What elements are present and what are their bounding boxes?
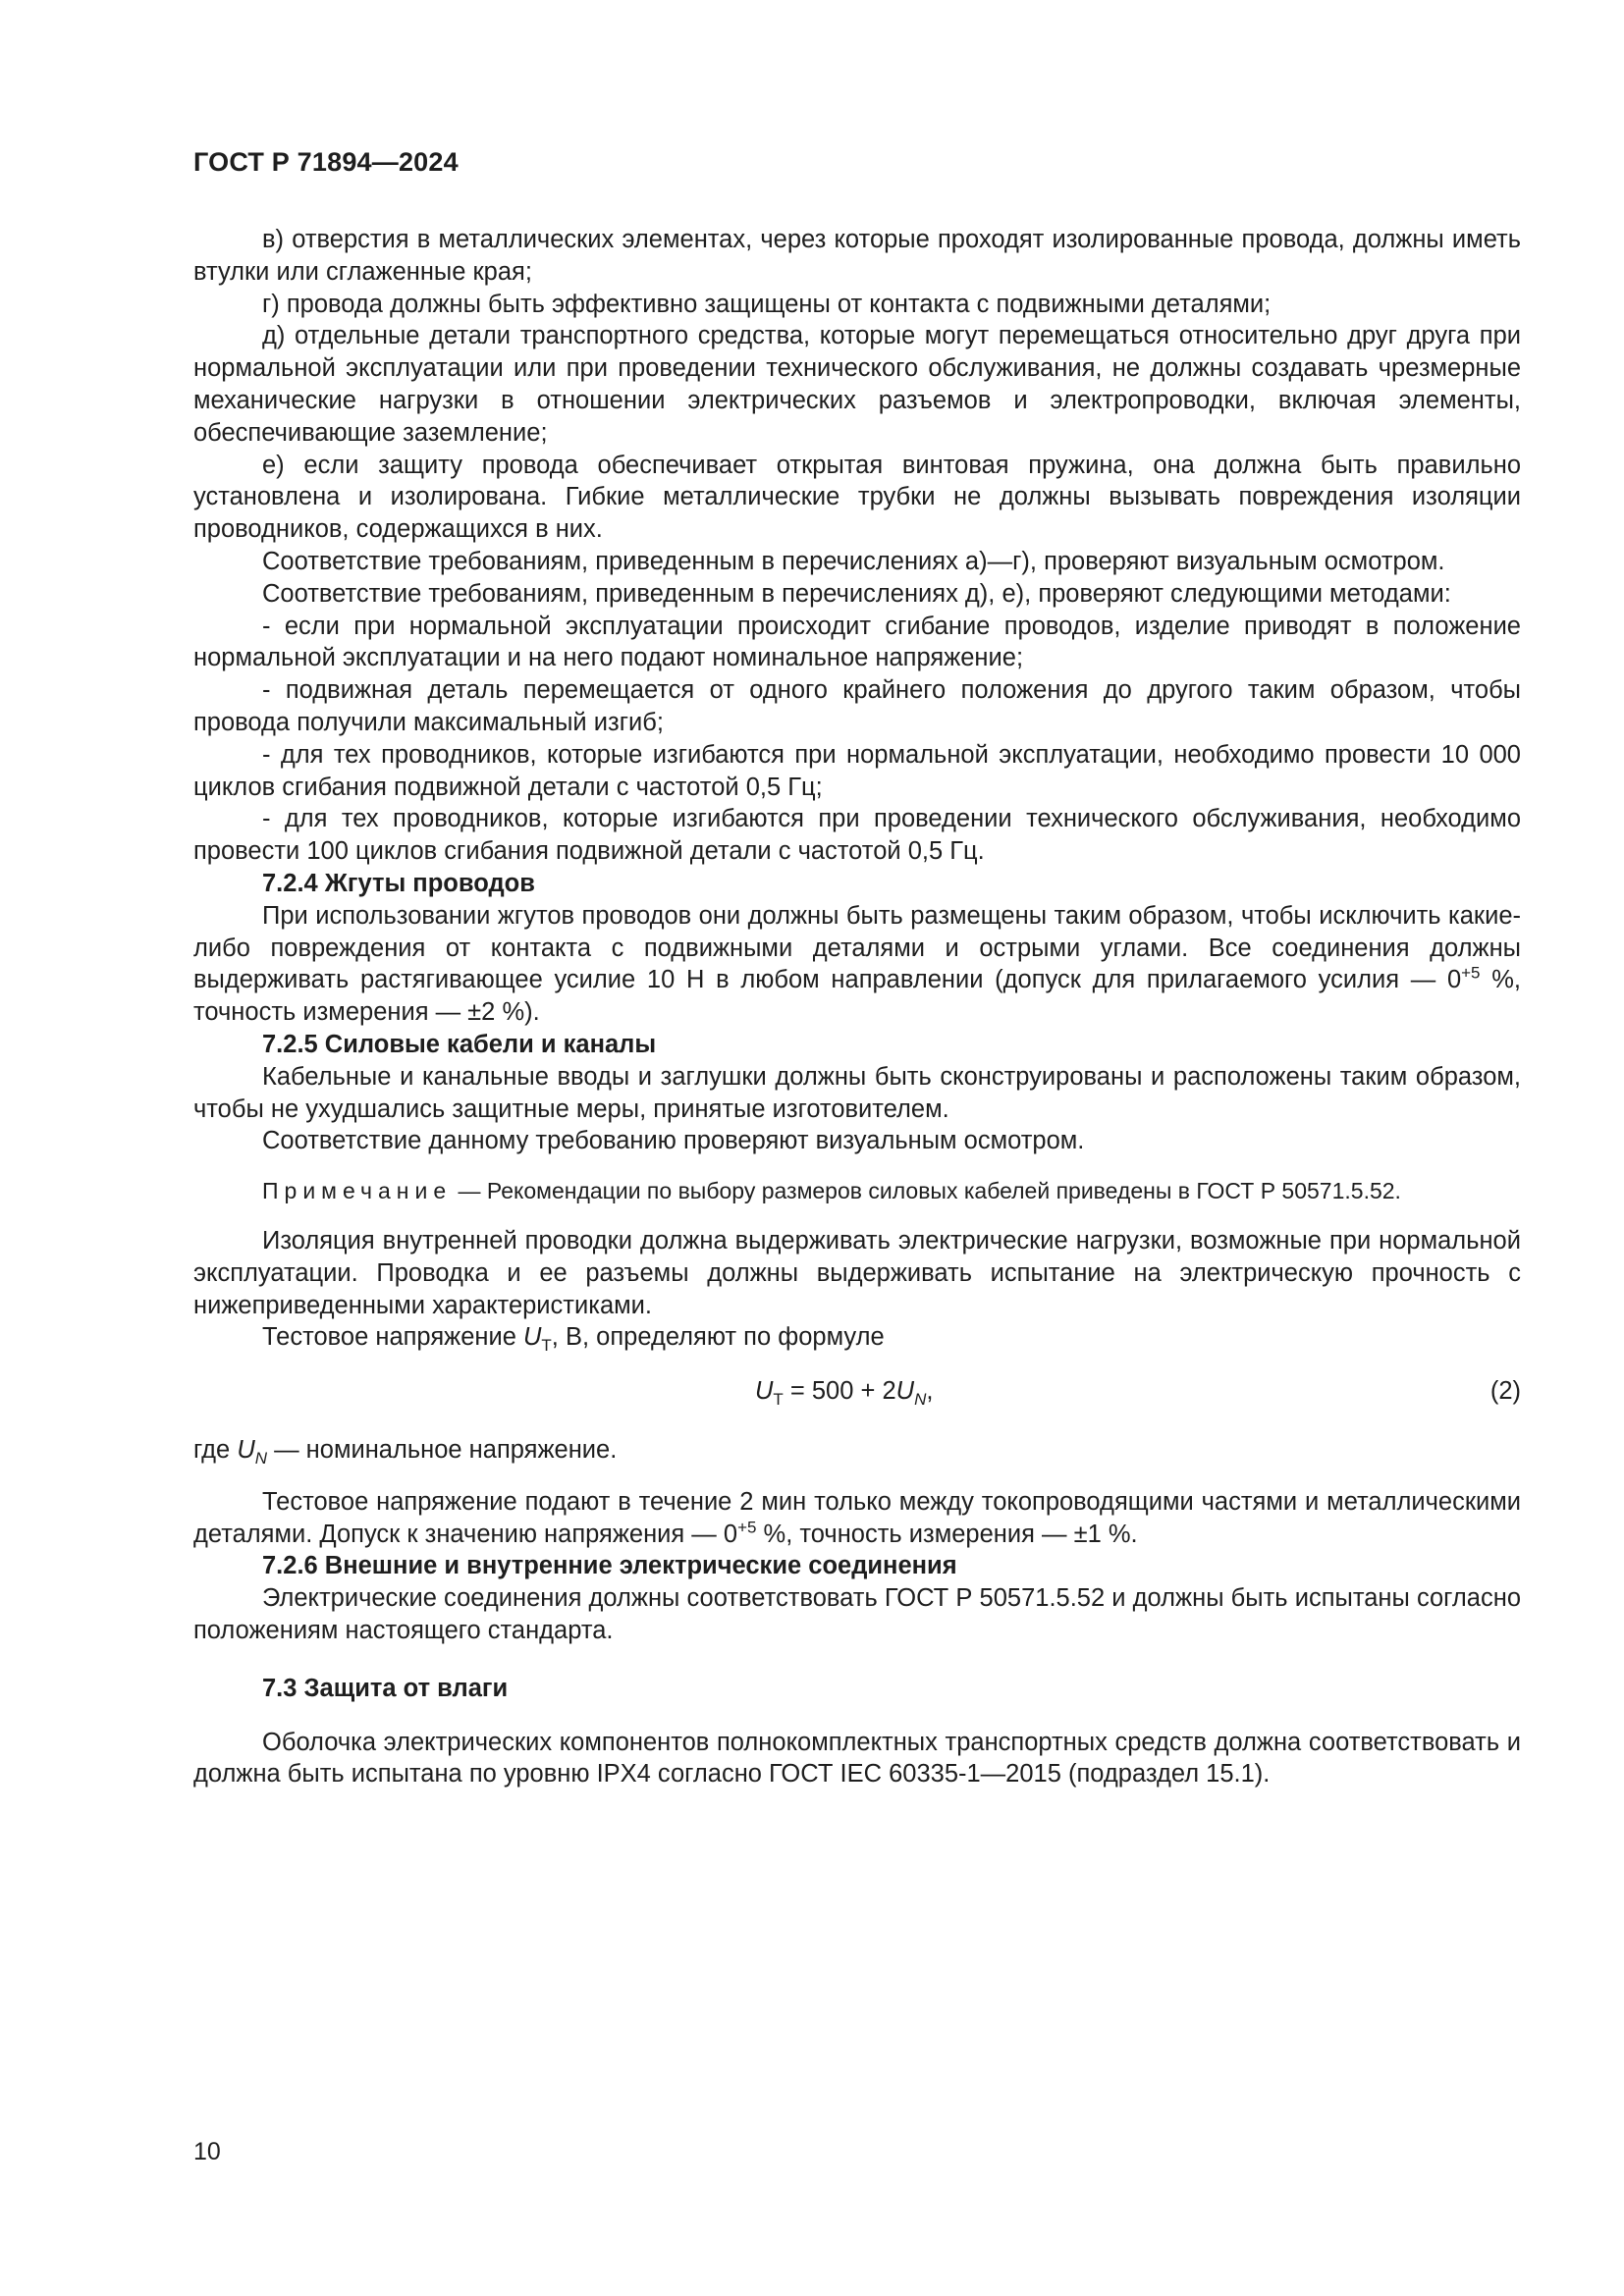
method-4: - для тех проводников, которые изгибаются при проведении технического обслуживания, необходимо провести 100 циклов сгибания подвижной детали с частотой 0,5 Гц.: [193, 805, 1521, 866]
section-7-2-5-text-1: Кабельные и канальные вводы и заглушки должны быть сконструированы и расположены таким образом, чтобы не ухудшались защитные меры, принятые изготовителем.: [193, 1062, 1521, 1123]
section-7-2-6-heading: 7.2.6 Внешние и внутренние электрические соединения: [262, 1552, 957, 1580]
formula-number: (2): [1489, 1377, 1521, 1406]
section-7-2-5-heading: 7.2.5 Силовые кабели и каналы: [262, 1030, 657, 1058]
method-2: - подвижная деталь перемещается от одного крайнего положения до другого таким образом, чтобы провода получили максимальный изгиб;: [193, 676, 1521, 736]
section-7-3-text: Оболочка электрических компонентов полнокомплектных транспортных средств должна соответствовать и должна быть испытана по уровню IPX4 согласно ГОСТ IEC 60335-1—2015 (подраздел 15.1).: [193, 1728, 1521, 1789]
conformity-visual: Соответствие требованиям, приведенным в перечислениях а)—г), проверяют визуальным осмотром.: [262, 547, 1445, 575]
method-1: - если при нормальной эксплуатации происходит сгибание проводов, изделие приводят в положение нормальной эксплуатации и на него подают номинальное напряжение;: [193, 612, 1521, 672]
paragraph-item-v: в) отверстия в металлических элементах, через которые проходят изолированные провода, должны иметь втулки или сглаженные края;: [193, 226, 1521, 286]
page-body: [193, 224, 1521, 1790]
paragraph-item-e: е) если защиту провода обеспечивает открытая винтовая пружина, она должна быть правильно установлена и изолирована. Гибкие металлические трубки не должны вызывать повреждения изоляции проводников, содержащихся в них.: [193, 451, 1521, 544]
paragraph-item-g: г) провода должны быть эффективно защищены от контакта с подвижными деталями;: [262, 290, 1272, 318]
method-3: - для тех проводников, которые изгибаются при нормальной эксплуатации, необходимо провести 10 000 циклов сгибания подвижной детали с частотой 0,5 Гц;: [193, 740, 1521, 801]
note-text: — Рекомендации по выбору размеров силовых кабелей приведены в ГОСТ Р 50571.5.52.: [452, 1178, 1401, 1204]
section-7-3-heading: 7.3 Защита от влаги: [262, 1674, 509, 1702]
page-number: 10: [193, 2138, 221, 2165]
formula-2: [193, 1375, 1521, 1409]
section-7-2-6-text: Электрические соединения должны соответствовать ГОСТ Р 50571.5.52 и должны быть испытаны согласно положениям настоящего стандарта.: [193, 1584, 1521, 1645]
section-7-2-4-heading: 7.2.4 Жгуты проводов: [262, 869, 535, 897]
section-7-2-4-text: При использовании жгутов проводов они должны быть размещены таким образом, чтобы исключить какие-либо повреждения от контакта с подвижными деталями и острыми углами. Все соединения должны выдерживать растягивающее усилие 10 Н в любом направлении (допуск для прилагаемого усилия — $0^{+5}$ %, точность измерения — ±2 %).: [193, 901, 1521, 1027]
formula-where: где $U_N$ — номинальное напряжение.: [193, 1436, 618, 1468]
section-7-2-5-text-2: Соответствие данному требованию проверяют визуальным осмотром.: [262, 1127, 1085, 1155]
note: [193, 1175, 1521, 1207]
section-7-2-5-text-3: Изоляция внутренней проводки должна выдерживать электрические нагрузки, возможные при нормальной эксплуатации. Проводка и ее разъемы должны выдерживать испытание на электрическую прочность с нижеприведенными характеристиками.: [193, 1226, 1521, 1319]
paragraph-item-d: д) отдельные детали транспортного средства, которые могут перемещаться относительно друг друга при нормальной эксплуатации или при проведении технического обслуживания, не должны создавать чрезмерные механические нагрузки в отношении электрических разъемов и электропроводки, включая элементы, обеспечивающие заземление;: [193, 322, 1521, 447]
section-7-2-5-text-4: Тестовое напряжение подают в течение 2 мин только между токопроводящими частями и металлическими деталями. Допуск к значению напряжения — $0^{+5}$ %, точность измерения — ±1 %.: [193, 1487, 1521, 1548]
document-header: ГОСТ Р 71894—2024: [193, 147, 459, 177]
conformity-methods: Соответствие требованиям, приведенным в перечислениях д), е), проверяют следующими методами:: [262, 579, 1451, 608]
formula-expression: $U_T = 500 + 2U_N$,: [755, 1377, 934, 1410]
formula-intro: Тестовое напряжение $U_T$, В, определяют по формуле: [262, 1323, 885, 1356]
note-label: Примечание: [262, 1178, 453, 1204]
